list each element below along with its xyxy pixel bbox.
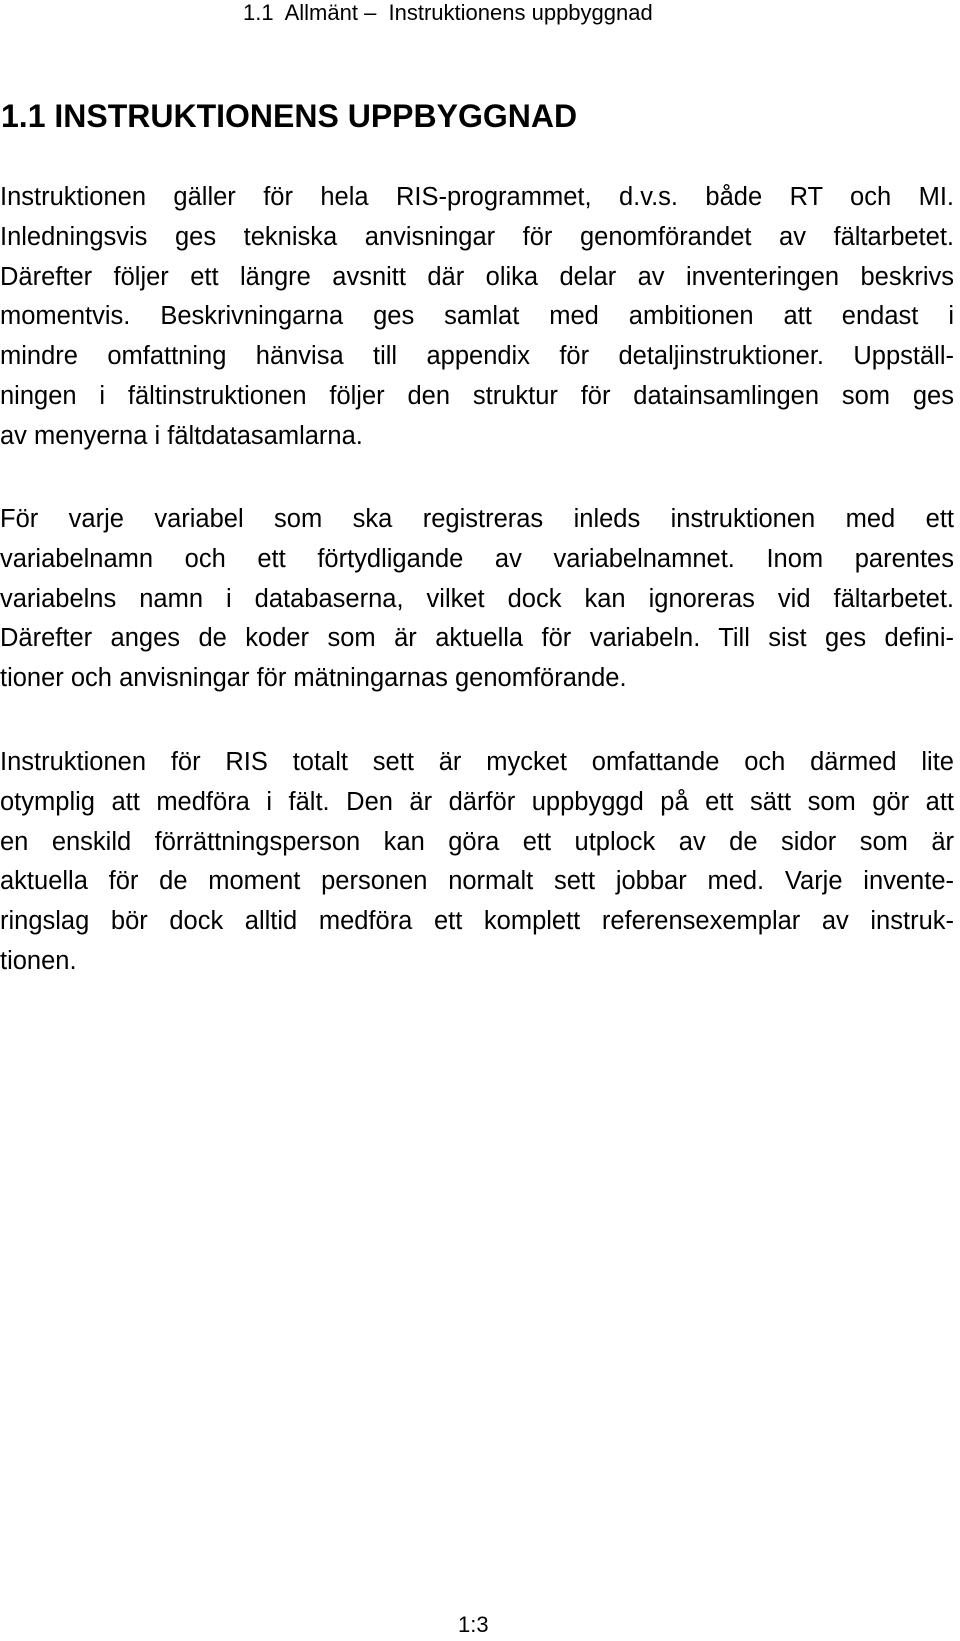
paragraph-usage <box>0 743 954 982</box>
text-line: en enskild förrättningsperson kan göra ett utplock av de sidor som är <box>0 827 954 856</box>
text-line: För varje variabel som ska registreras inleds instruktionen med ett <box>0 505 954 533</box>
text-line: av menyerna i fältdatasamlarna. <box>0 421 363 450</box>
page-number: 1:3 <box>458 1612 489 1637</box>
section-heading: 1.1 INSTRUKTIONENS UPPBYGGNAD <box>1 98 578 134</box>
text-line: Därefter följer ett längre avsnitt där olika delar av inventeringen beskrivs <box>0 262 954 291</box>
text-line: momentvis. Beskrivningarna ges samlat med ambitionen att endast i <box>0 302 954 331</box>
text-line: aktuella för de moment personen normalt sett jobbar med. Varje invente- <box>0 867 954 896</box>
text-line: mindre omfattning hänvisa till appendix för detaljinstruktioner. Uppställ- <box>0 342 954 371</box>
text-line: Därefter anges de koder som är aktuella för variabeln. Till sist ges defini- <box>0 624 954 653</box>
text-line: tioner och anvisningar för mätningarnas genomförande. <box>0 664 627 693</box>
text-line: variabelns namn i databaserna, vilket dock kan ignoreras vid fältarbetet. <box>0 584 954 613</box>
text-line: variabelnamn och ett förtydligande av variabelnamnet. Inom parentes <box>0 544 954 573</box>
text-line: tionen. <box>0 946 77 975</box>
paragraph-variables <box>0 500 954 699</box>
text-line: Instruktionen gäller för hela RIS-programmet, d.v.s. både RT och MI. <box>0 183 954 211</box>
text-line: Instruktionen för RIS totalt sett är mycket omfattande och därmed lite <box>0 748 954 776</box>
running-header: 1.1 Allmänt – Instruktionens uppbyggnad <box>243 0 653 25</box>
paragraph-intro <box>0 178 954 457</box>
text-line: ringslag bör dock alltid medföra ett komplett referensexemplar av instruk- <box>0 907 954 936</box>
text-line: Inledningsvis ges tekniska anvisningar för genomförandet av fältarbetet. <box>0 222 954 251</box>
text-line: otymplig att medföra i fält. Den är därför uppbyggd på ett sätt som gör att <box>0 787 954 816</box>
text-line: ningen i fältinstruktionen följer den struktur för datainsamlingen som ges <box>0 381 954 410</box>
